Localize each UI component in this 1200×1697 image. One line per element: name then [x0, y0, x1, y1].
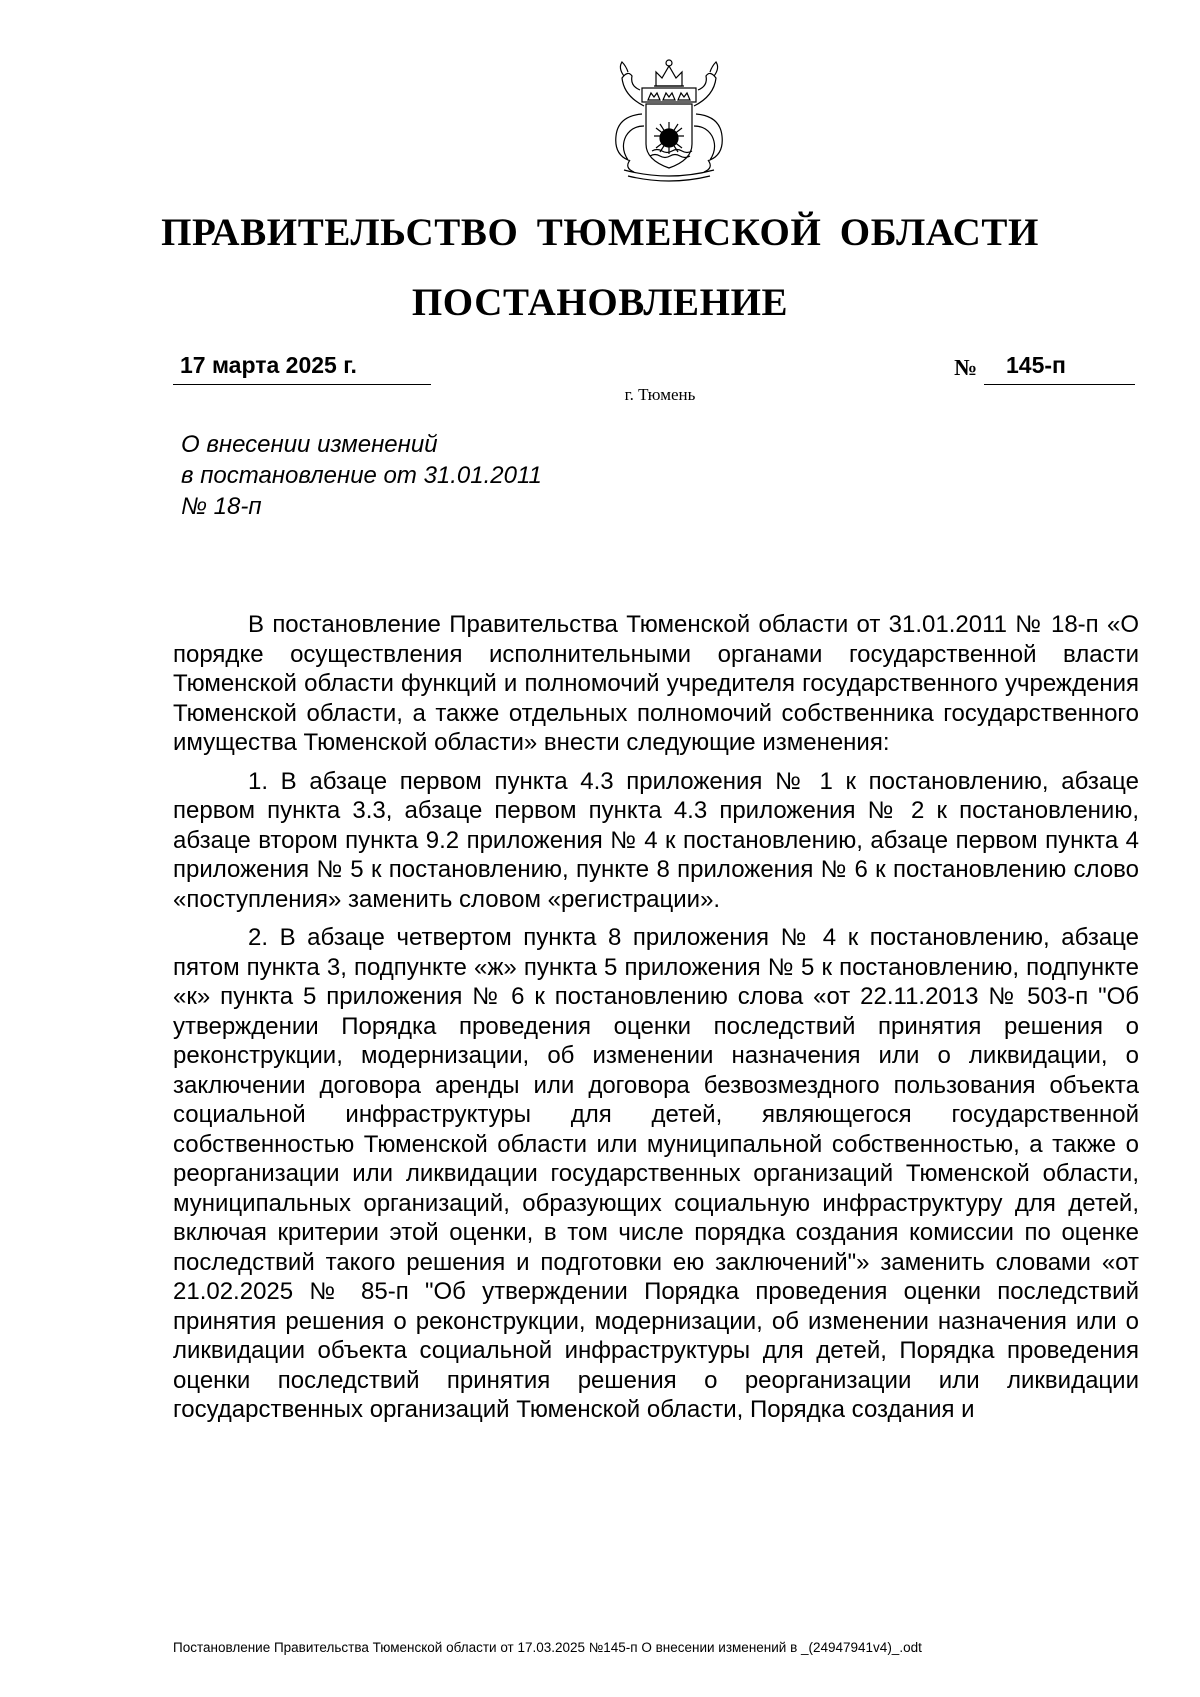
body-paragraph-item-1: 1. В абзаце первом пункта 4.3 приложения № 1 к постановлению, абзаце первом пункта 3.3, абзаце первом пункта 4.3 приложения № 2 к постановлению, абзаце втором пункта 9.2 приложения № 4 к постановлению, абзаце первом пункта 4 приложения № 5 к постановлению, пункте 8 приложения № 6 к постановлению слово «поступления» заменить словом «регистрации». — [173, 767, 1139, 913]
body-paragraph-item-2: 2. В абзаце четвертом пункта 8 приложения № 4 к постановлению, абзаце пятом пункта 3, подпункте «ж» пункта 5 приложения № 5 к постановлению, подпункте «к» пункта 5 приложения № 6 к постановлению слова «от 22.11.2013 № 503-п "Об утверждении Порядка проведения оценки последствий принятия решения о реконструкции, модернизации, об изменении назначения или о ликвидации, о заключении договора аренды или договора безвозмездного пользования объекта социальной инфраструктуры для детей, являющегося государственной собственностью Тюменской области или муниципальной собственностью, а также о реорганизации или ликвидации государственных организаций Тюменской области, муниципальных организаций, образующих социальную инфраструктуру для детей, включая критерии этой оценки, в том числе порядка создания комиссии по оценке последствий такого решения и подготовки ею заключений"» заменить словами «от 21.02.2025 № 85-п "Об утверждении Порядка проведения оценки последствий принятия решения о реконструкции, модернизации, об изменении назначения или о ликвидации объекта социальной инфраструктуры для детей, Порядка проведения оценки последствий принятия решения о реорганизации или ликвидации государственных организаций Тюменской области, Порядка создания и — [173, 924, 1139, 1423]
document-type-heading: ПОСТАНОВЛЕНИЕ — [411, 281, 789, 324]
page-footer: Постановление Правительства Тюменской области от 17.03.2025 №145-п О внесении изменений в _(24947941v4)_.odt — [173, 1640, 922, 1655]
organization-title: ПРАВИТЕЛЬСТВО ТЮМЕНСКОЙ ОБЛАСТИ — [161, 211, 1039, 254]
document-body — [173, 610, 1139, 1434]
subject-line: О внесении изменений — [181, 431, 438, 458]
document-date: 17 марта 2025 г. — [180, 352, 357, 378]
subject-line: в постановление от 31.01.2011 — [181, 462, 542, 489]
number-sign: № — [954, 355, 978, 380]
subject-line: № 18-п — [181, 493, 262, 520]
document-number: 145-п — [1006, 352, 1066, 378]
city-label: г. Тюмень — [624, 385, 696, 404]
body-paragraph-intro: В постановление Правительства Тюменской области от 31.01.2011 № 18-п «О порядке осуществления исполнительными органами государственной власти Тюменской области функций и полномочий учредителя государственного учреждения Тюменской области, а также отдельных полномочий собственника государственного имущества Тюменской области» внести следующие изменения: — [173, 611, 1139, 756]
document-subject — [181, 429, 681, 522]
coat-of-arms-emblem — [594, 56, 744, 186]
